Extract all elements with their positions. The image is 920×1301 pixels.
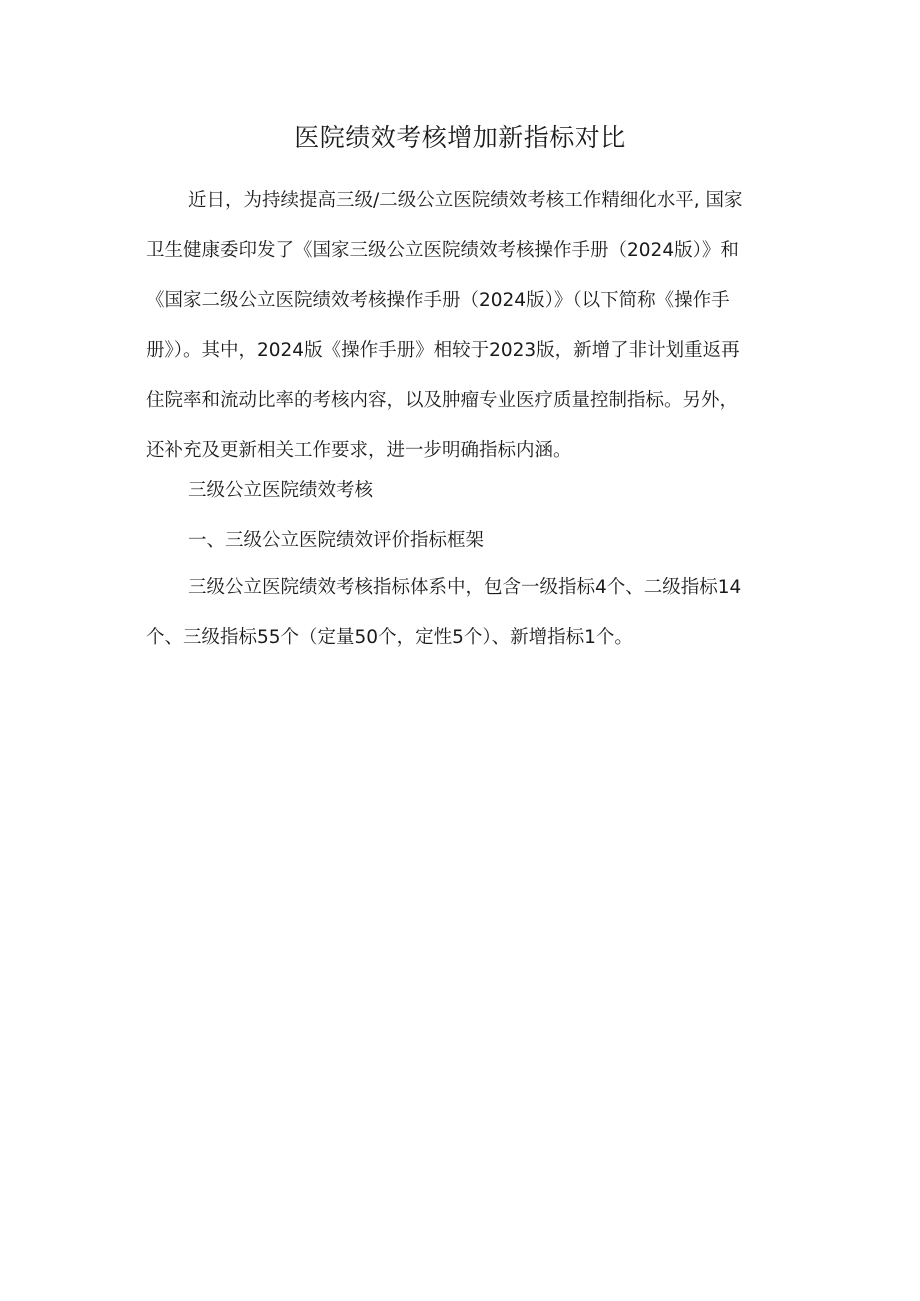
paragraph-line: 《国家二级公立医院绩效考核操作手册（2024版）》（以下简称《操作手 [146,290,730,311]
framework-paragraph [146,563,786,663]
paragraph-line: 近日，为持续提高三级/二级公立医院绩效考核工作精细化水平, 国家 [188,190,743,211]
subsection-heading-block [146,516,786,566]
section-heading: 三级公立医院绩效考核 [188,480,374,501]
paragraph-line: 个、三级指标55个（定量50个，定性5个）、新增指标1个。 [146,627,633,648]
intro-paragraph [146,176,786,476]
document-title: 医院绩效考核增加新指标对比 [294,123,626,152]
paragraph-line: 住院率和流动比率的考核内容，以及肿瘤专业医疗质量控制指标。另外， [146,390,739,411]
paragraph-line: 册》）。其中，2024版《操作手册》相较于2023版，新增了非计划重返再 [146,340,740,361]
subsection-heading: 一、三级公立医院绩效评价指标框架 [188,530,485,551]
paragraph-line: 三级公立医院绩效考核指标体系中，包含一级指标4个、二级指标14 [188,577,742,598]
paragraph-line: 卫生健康委印发了《国家三级公立医院绩效考核操作手册（2024版）》和 [146,240,739,261]
section-heading-block [146,466,786,516]
paragraph-line: 还补充及更新相关工作要求，进一步明确指标内涵。 [146,440,572,461]
